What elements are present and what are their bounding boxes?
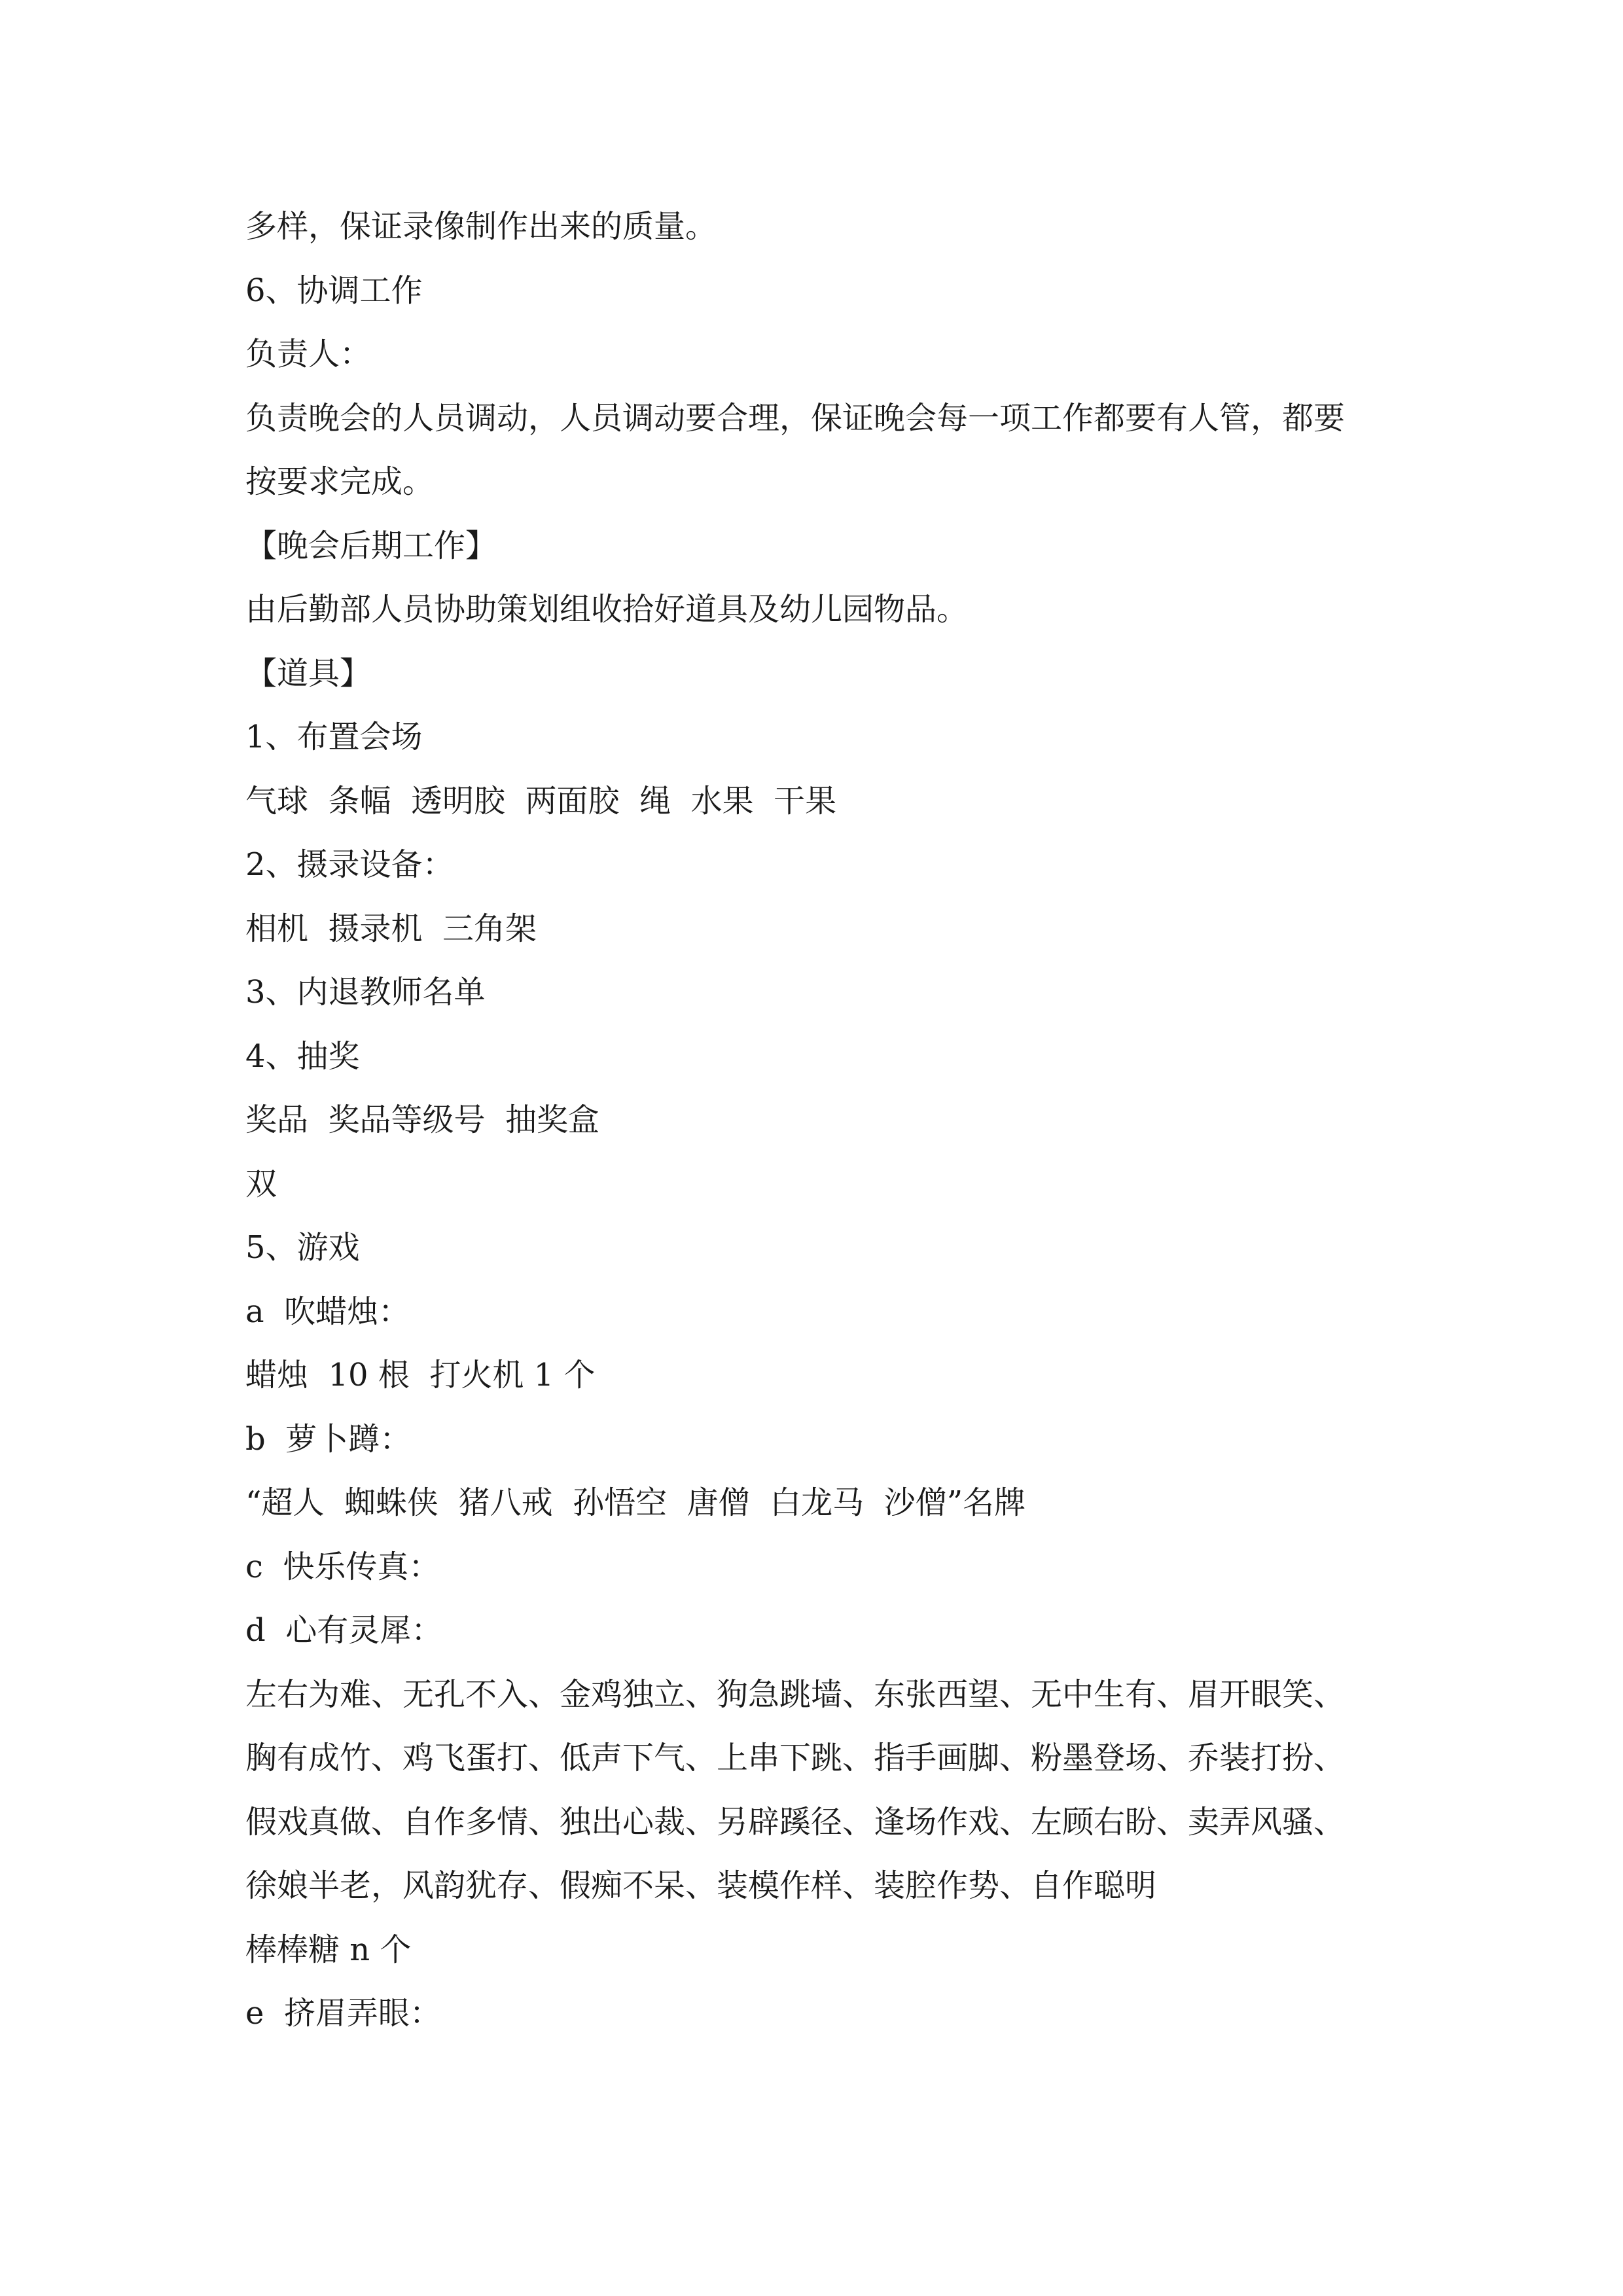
document-body <box>245 195 1423 2046</box>
sub-item-heading: e 挤眉弄眼： <box>245 1995 441 2032</box>
text-line: 相机 摄录机 三角架 <box>245 910 537 947</box>
list-heading: 3、内退教师名单 <box>245 974 486 1011</box>
sub-item-heading: c 快乐传真： <box>245 1548 440 1585</box>
section-heading: 【晚会后期工作】 <box>245 527 497 564</box>
section-heading: 6、协调工作 <box>245 272 423 309</box>
text-line: 左右为难、无孔不入、金鸡独立、狗急跳墙、东张西望、无中生有、眉开眼笑、 <box>245 1676 1346 1713</box>
sub-item-heading: a 吹蜡烛： <box>245 1293 410 1330</box>
text-line: 徐娘半老，风韵犹存、假痴不呆、装模作样、装腔作势、自作聪明 <box>245 1867 1157 1904</box>
sub-item-heading: d 心有灵犀： <box>245 1612 443 1649</box>
text-line: 奖品 奖品等级号 抽奖盒 <box>245 1102 600 1138</box>
text-line: 按要求完成。 <box>245 463 435 500</box>
text-line: 负责晚会的人员调动，人员调动要合理，保证晚会每一项工作都要有人管，都要 <box>245 399 1346 437</box>
text-line: 假戏真做、自作多情、独出心裁、另辟蹊径、逢场作戏、左顾右盼、卖弄风骚、 <box>245 1803 1346 1840</box>
text-line: 由后勤部人员协助策划组收拾好道具及幼儿园物品。 <box>245 591 969 628</box>
text-line: 蜡烛 10 根 打火机 1 个 <box>245 1357 596 1393</box>
text-line: 多样，保证录像制作出来的质量。 <box>245 208 717 245</box>
list-heading: 4、抽奖 <box>245 1037 360 1075</box>
sub-item-heading: b 萝卜蹲： <box>245 1420 412 1458</box>
text-line: 气球 条幅 透明胶 两面胶 绳 水果 干果 <box>245 782 837 819</box>
text-line: 负责人： <box>245 336 372 372</box>
text-line: “超人 蜘蛛侠 猪八戒 孙悟空 唐僧 白龙马 沙僧”名牌 <box>245 1484 1026 1521</box>
text-line: 棒棒糖 n 个 <box>245 1931 412 1968</box>
list-heading: 5、游戏 <box>245 1229 360 1266</box>
text-line: 双 <box>245 1165 277 1202</box>
list-heading: 2、摄录设备： <box>245 846 454 883</box>
list-heading: 1、布置会场 <box>245 719 423 755</box>
section-heading: 【道具】 <box>245 655 372 692</box>
text-line: 胸有成竹、鸡飞蛋打、低声下气、上串下跳、指手画脚、粉墨登场、乔装打扮、 <box>245 1740 1346 1776</box>
